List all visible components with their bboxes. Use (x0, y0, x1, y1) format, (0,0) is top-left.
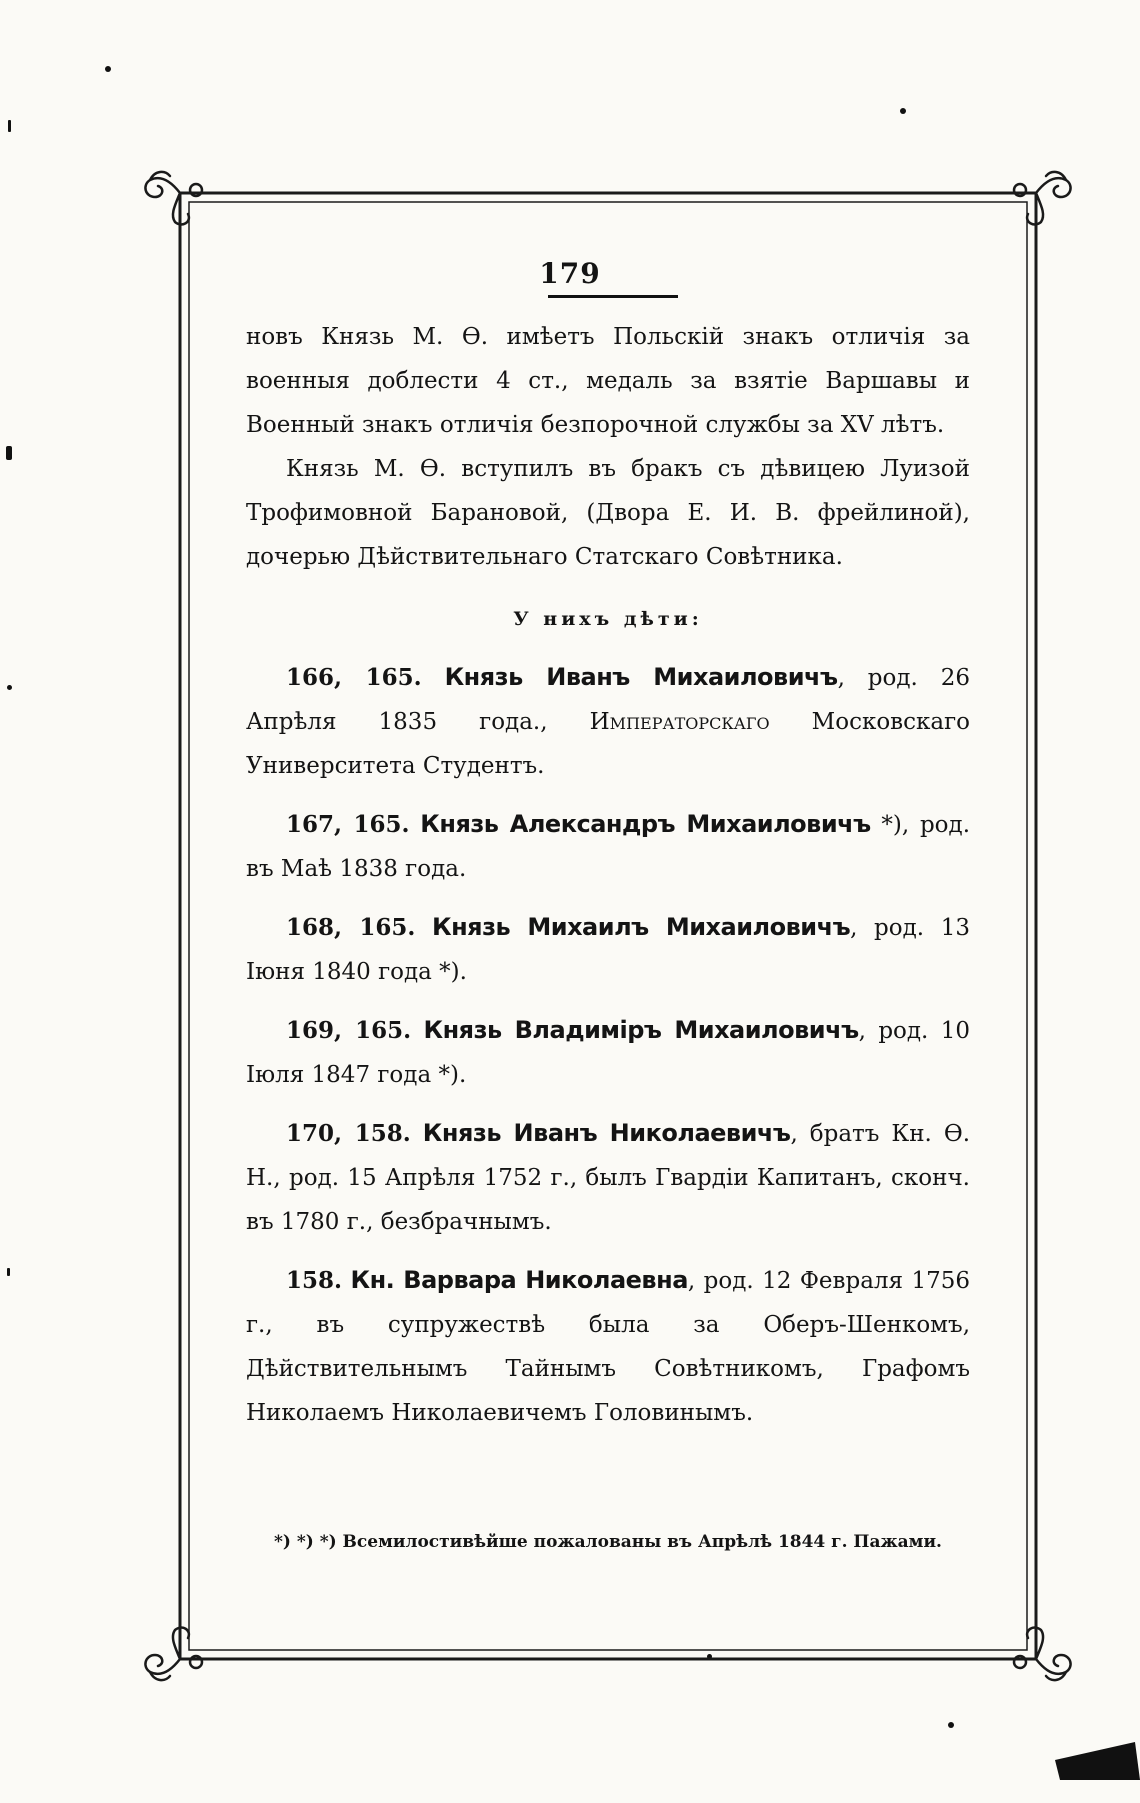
genealogy-entry (246, 1008, 970, 1097)
children-heading: У нихъ дѣти: (513, 608, 703, 630)
page-number: 179 (539, 257, 601, 290)
corner-flourish-icon (145, 172, 202, 225)
genealogy-entry (246, 802, 970, 891)
entry-number: 168, 165. (286, 914, 416, 941)
entry-name: Князь Иванъ Михаиловичъ (444, 663, 838, 691)
entry-number: 166, 165. (286, 664, 422, 691)
entry-text: , братъ Кн. Ѳ. Н., род. 15 Апрѣля 1752 г., былъ Гвардіи Капитанъ, сконч. въ 1780 г., безбрачнымъ. (246, 1121, 971, 1235)
entry-text: , род. 10 Іюля 1847 года *). (246, 1018, 970, 1088)
genealogy-entry (246, 655, 970, 788)
corner-flourish-icon (145, 1628, 202, 1681)
entry-number: 169, 165. (286, 1017, 412, 1044)
entry-text: , род. 13 Іюня 1840 года *). (246, 915, 970, 985)
entry-name: Князь Александръ Михаиловичъ (420, 810, 871, 838)
entry-text: *), род. въ Маѣ 1838 года. (246, 812, 971, 882)
entry-number: 170, 158. (286, 1120, 411, 1147)
entry-name: Князь Михаилъ Михаиловичъ (431, 913, 851, 941)
marriage-paragraph: Князь М. Ѳ. вступилъ въ бракъ съ дѣвицею Луизой Трофимовной Барановой, (Двора Е. И. В. фрейлиной), дочерью Дѣйствительнаго Статскаго Совѣтника. (246, 456, 970, 570)
footnote: *) *) *) Всемилостивѣйше пожалованы въ Апрѣлѣ 1844 г. Пажами. (274, 1532, 942, 1552)
genealogy-entry (246, 905, 970, 994)
entry-text-smallcaps: Императорскаго (589, 709, 770, 735)
genealogy-entry (246, 1111, 970, 1244)
entry-text: , род. 26 Апрѣля 1835 года., (246, 665, 970, 735)
entry-number: 158. (286, 1267, 343, 1294)
entry-name: Князь Иванъ Николаевичъ (422, 1119, 791, 1147)
entry-name: Князь Владиміръ Михаиловичъ (423, 1016, 859, 1044)
entry-name: Кн. Варвара Николаевна (350, 1266, 688, 1294)
page-number-underline (548, 295, 678, 298)
entry-text: Московскаго Университета Студентъ. (246, 709, 970, 779)
intro-paragraph: новъ Князь М. Ѳ. имѣетъ Польскій знакъ отличія за военныя доблести 4 ст., медаль за взятіе Варшавы и Военный знакъ отличія безпорочной службы за XV лѣтъ. (246, 324, 970, 438)
entry-text: , род. 12 Февраля 1756 г., въ супружествѣ была за Оберъ-Шенкомъ, Дѣйствительнымъ Тайнымъ Совѣтникомъ, Графомъ Николаемъ Николаевичемъ Головинымъ. (246, 1268, 971, 1426)
corner-flourish-icon (1014, 172, 1071, 225)
page-body (246, 315, 970, 1435)
page-edge-shadow (1055, 1742, 1140, 1780)
entry-number: 167, 165. (286, 811, 410, 838)
corner-flourish-icon (1014, 1628, 1071, 1681)
genealogy-entry (246, 1258, 970, 1435)
